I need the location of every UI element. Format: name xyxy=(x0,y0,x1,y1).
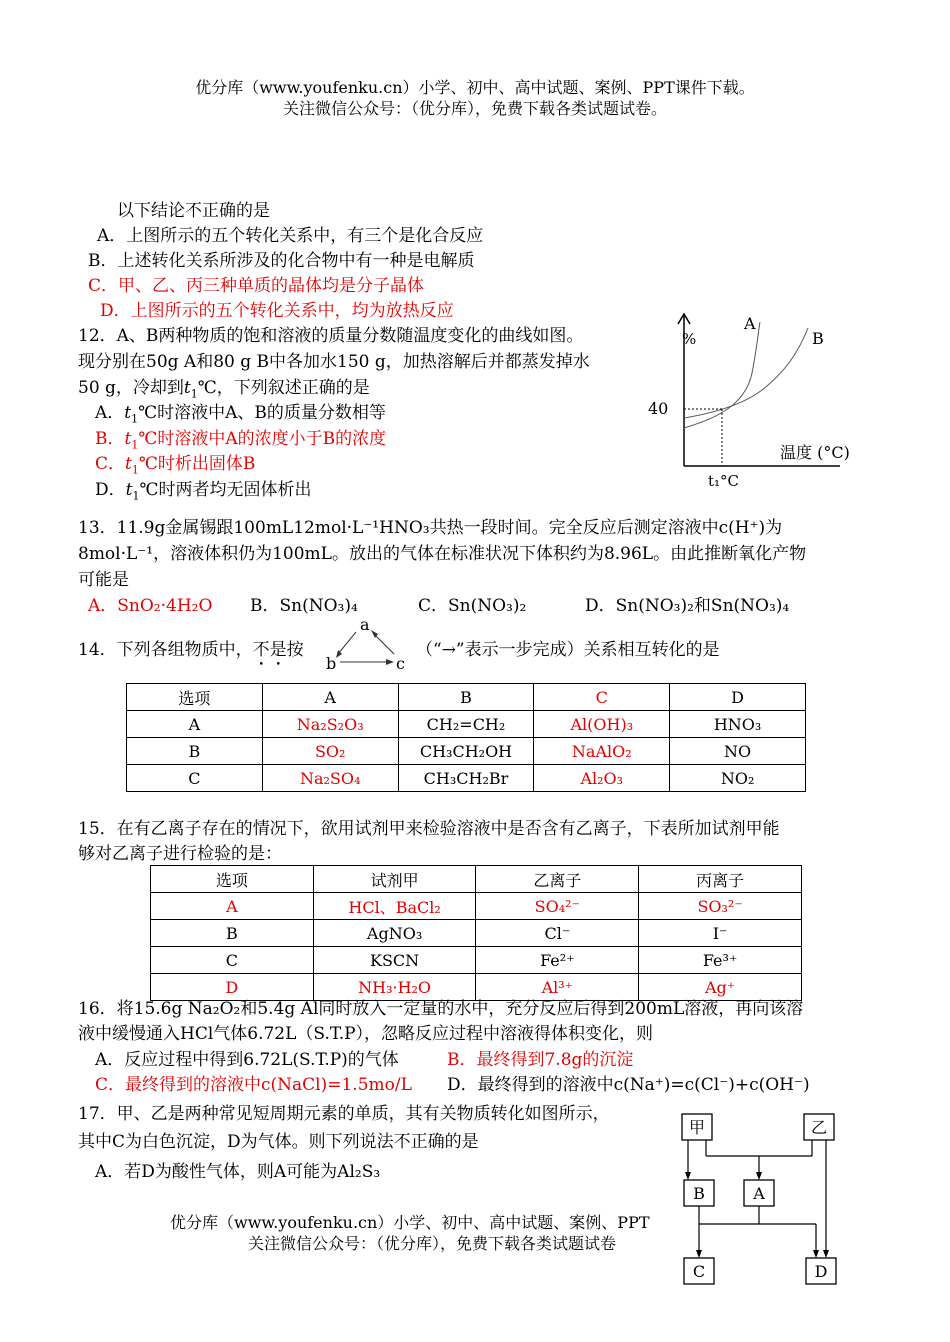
q16-option-b: B．最终得到7.8g的沉淀 xyxy=(447,1050,634,1070)
table-cell: Ag⁺ xyxy=(639,974,802,1001)
table-row xyxy=(127,711,806,738)
table-cell: Al³⁺ xyxy=(476,974,639,1001)
table-cell: HNO₃ xyxy=(670,711,806,738)
label-c: C xyxy=(692,1262,706,1281)
table-cell: A xyxy=(127,711,263,738)
label-jia: 甲 xyxy=(688,1118,706,1137)
q17-flow-diagram xyxy=(676,1108,846,1288)
q13-line-3: 可能是 xyxy=(78,570,129,590)
header-line-1: 优分库（www.youfenku.cn）小学、初中、高中试题、案例、PPT课件下载。 xyxy=(195,78,755,97)
label-b: B xyxy=(693,1184,705,1203)
table-cell: C xyxy=(151,947,314,974)
q11-option-a: A．上图所示的五个转化关系中，有三个是化合反应 xyxy=(97,226,484,246)
q14-line-suffix: （“→”表示一步完成）关系相互转化的是 xyxy=(416,640,720,660)
label-a: A xyxy=(753,1184,765,1203)
q17-line-1: 17．甲、乙是两种常见短周期元素的单质，其有关物质转化如图所示， xyxy=(78,1104,610,1124)
q12-line-3: 50 g，冷却到$t_1℃$，下列叙述正确的是 xyxy=(78,378,370,401)
table-cell: Na₂SO₄ xyxy=(262,765,398,792)
x-axis-label: 温度 (°C) xyxy=(780,443,850,462)
q12-line-1: 12．A、B两种物质的饱和溶液的质量分数随温度变化的曲线如图。 xyxy=(78,326,584,346)
q13-option-b: B．Sn(NO₃)₄ xyxy=(250,596,358,616)
q11-option-d: D．上图所示的五个转化关系中，均为放热反应 xyxy=(100,301,454,321)
table-cell: NH₃·H₂O xyxy=(313,974,476,1001)
q16-line-1: 16．将15.6g Na₂O₂和5.4g Al同时放入一定量的水中，充分反应后得到200mL溶液，再向该溶 xyxy=(78,999,804,1019)
table-row xyxy=(151,893,802,920)
q14-line-prefix: 14．下列各组物质中，不是按 xyxy=(78,640,304,660)
table-cell: Al(OH)₃ xyxy=(534,711,670,738)
table-header-cell: 乙离子 xyxy=(476,866,639,893)
q12-option-d: D．$t_1℃$时两者均无固体析出 xyxy=(95,480,312,503)
q12-option-b: B．$t_1℃$时溶液中A的浓度小于B的浓度 xyxy=(95,429,387,452)
table-cell: SO₃²⁻ xyxy=(639,893,802,920)
table-cell: NO xyxy=(670,738,806,765)
curve-a-label: A xyxy=(744,314,756,333)
q15-table xyxy=(150,865,802,1001)
table-cell: AgNO₃ xyxy=(313,920,476,947)
q11-stem: 以下结论不正确的是 xyxy=(117,201,270,221)
y-value-label: 40 xyxy=(648,399,669,418)
q13-option-d: D．Sn(NO₃)₂和Sn(NO₃)₄ xyxy=(585,596,790,616)
q16-line-2: 液中缓慢通入HCl气体6.72L（S.T.P），忽略反应过程中溶液得体积变化，则 xyxy=(78,1024,654,1044)
q13-option-c: C．Sn(NO₃)₂ xyxy=(418,596,527,616)
triangle-c: c xyxy=(396,654,405,673)
table-row xyxy=(151,947,802,974)
table-cell: A xyxy=(151,893,314,920)
q12-option-c: C．$t_1℃$时析出固体B xyxy=(95,454,256,477)
q12-line-2: 现分别在50g A和80 g B中各加水150 g，加热溶解后并都蒸发掉水 xyxy=(78,352,590,372)
table-cell: CH₃CH₂OH xyxy=(398,738,534,765)
y-label: % xyxy=(682,330,697,348)
table-header-cell: B xyxy=(398,684,534,711)
q15-line-2: 够对乙离子进行检验的是： xyxy=(78,844,282,864)
triangle-a: a xyxy=(360,615,370,634)
q15-line-1: 15．在有乙离子存在的情况下，欲用试剂甲来检验溶液中是否含有乙离子，下表所加试剂甲能 xyxy=(78,819,780,839)
q16-option-d: D．最终得到的溶液中c(Na⁺)=c(Cl⁻)+c(OH⁻) xyxy=(447,1075,810,1095)
table-cell: CH₃CH₂Br xyxy=(398,765,534,792)
table-cell: NaAlO₂ xyxy=(534,738,670,765)
label-yi: 乙 xyxy=(810,1118,828,1137)
q16-option-c: C．最终得到的溶液中c(NaCl)=1.5mo/L xyxy=(95,1075,412,1095)
q16-option-a: A．反应过程中得到6.72L(S.T.P)的气体 xyxy=(95,1050,399,1070)
table-cell: HCl、BaCl₂ xyxy=(313,893,476,920)
table-header-cell: 选项 xyxy=(151,866,314,893)
table-cell: Al₂O₃ xyxy=(534,765,670,792)
table-header-row xyxy=(151,866,802,893)
table-header-cell: 试剂甲 xyxy=(313,866,476,893)
table-header-cell: D xyxy=(670,684,806,711)
table-cell: NO₂ xyxy=(670,765,806,792)
q11-option-b: B．上述转化关系所涉及的化合物中有一种是电解质 xyxy=(88,251,475,271)
table-cell: Fe²⁺ xyxy=(476,947,639,974)
table-cell: Cl⁻ xyxy=(476,920,639,947)
table-header-cell: A xyxy=(262,684,398,711)
table-cell: I⁻ xyxy=(639,920,802,947)
x-tick-label: t₁°C xyxy=(708,472,740,490)
table-header-cell: 丙离子 xyxy=(639,866,802,893)
q17-option-a: A．若D为酸性气体，则A可能为Al₂S₃ xyxy=(95,1162,381,1182)
table-cell: Fe³⁺ xyxy=(639,947,802,974)
table-cell: D xyxy=(151,974,314,1001)
q14-not-emphasis: 不是 xyxy=(252,640,287,660)
table-cell: SO₂ xyxy=(262,738,398,765)
q13-line-1: 13．11.9g金属锡跟100mL12mol·L⁻¹HNO₃共热一段时间。完全反应后测定溶液中c(H⁺)为 xyxy=(78,518,783,538)
table-row xyxy=(127,765,806,792)
table-cell: KSCN xyxy=(313,947,476,974)
abc-triangle-diagram xyxy=(322,614,412,674)
table-cell: C xyxy=(127,765,263,792)
footer-line-2: 关注微信公众号：（优分库），免费下载各类试题试卷 xyxy=(248,1234,617,1253)
footer-line-1: 优分库（www.youfenku.cn）小学、初中、高中试题、案例、PPT xyxy=(170,1213,650,1232)
q13-option-a: A．SnO₂·4H₂O xyxy=(88,596,213,616)
table-header-cell: 选项 xyxy=(127,684,263,711)
table-cell: Na₂S₂O₃ xyxy=(262,711,398,738)
solubility-graph xyxy=(640,308,870,498)
q12-option-a: A．$t_1℃$时溶液中A、B的质量分数相等 xyxy=(95,403,386,426)
table-cell: CH₂=CH₂ xyxy=(398,711,534,738)
header-line-2: 关注微信公众号：（优分库），免费下载各类试题试卷。 xyxy=(282,99,667,118)
label-d: D xyxy=(814,1262,828,1281)
table-cell: SO₄²⁻ xyxy=(476,893,639,920)
curve-b xyxy=(684,328,808,418)
table-cell: B xyxy=(127,738,263,765)
triangle-b: b xyxy=(326,654,337,673)
q13-line-2: 8mol·L⁻¹，溶液体积仍为100mL。放出的气体在标准状况下体积约为8.96L。由此推断氧化产物 xyxy=(78,544,807,564)
table-cell: B xyxy=(151,920,314,947)
table-header-row xyxy=(127,684,806,711)
curve-b-label: B xyxy=(812,329,824,348)
q17-line-2: 其中C为白色沉淀，D为气体。则下列说法不正确的是 xyxy=(78,1132,479,1152)
table-row xyxy=(151,920,802,947)
q11-option-c: C．甲、乙、丙三种单质的晶体均是分子晶体 xyxy=(88,276,425,296)
table-row xyxy=(127,738,806,765)
q14-table xyxy=(126,683,806,792)
table-header-cell: C xyxy=(534,684,670,711)
